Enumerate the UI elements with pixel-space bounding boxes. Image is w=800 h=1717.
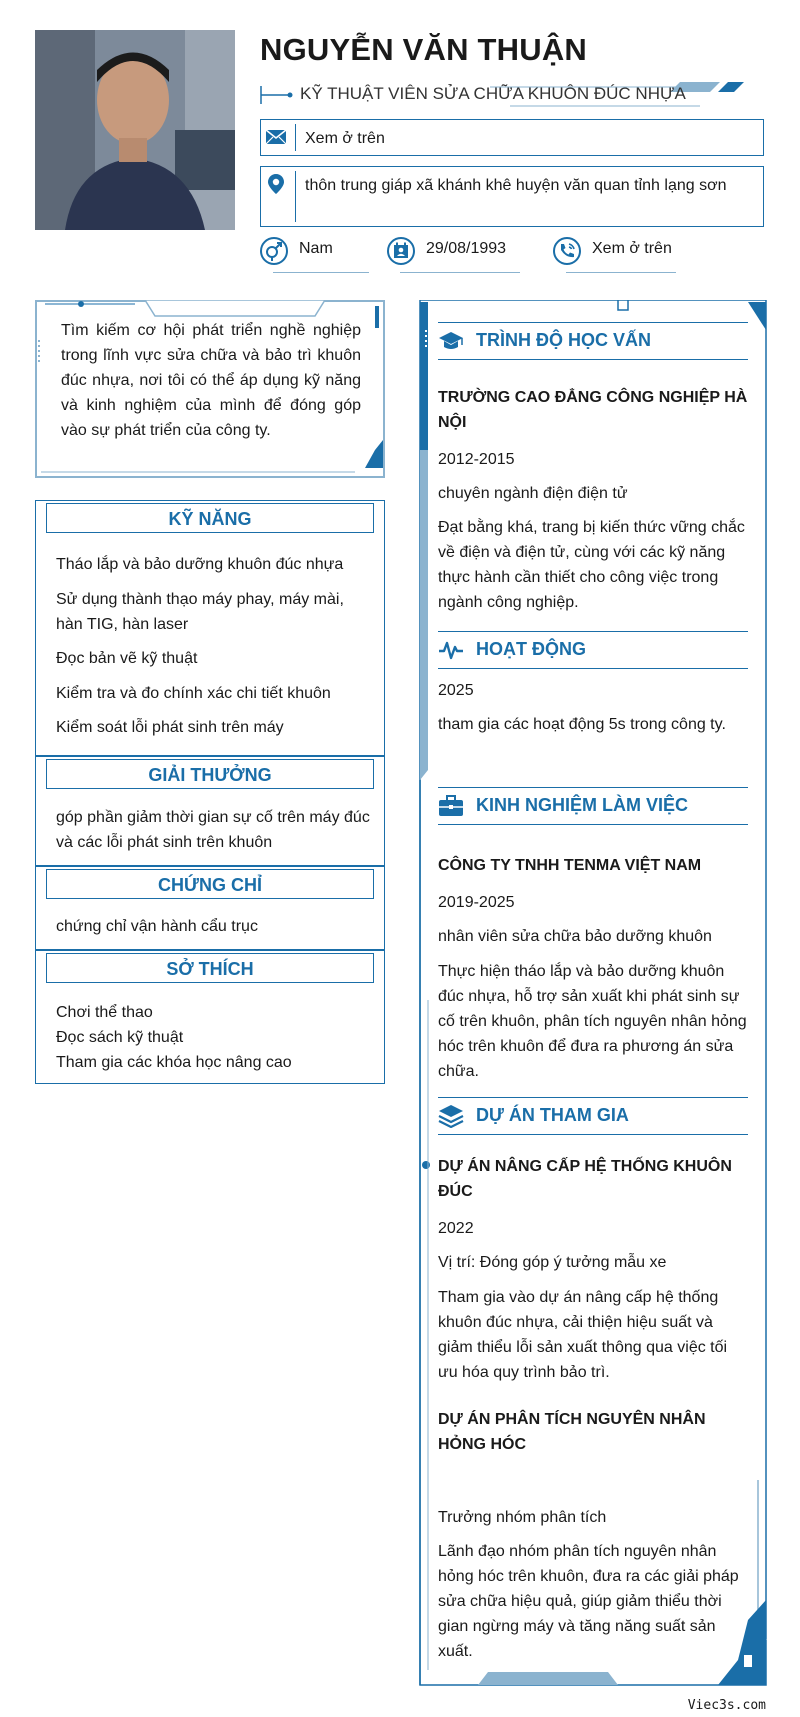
education-description: Đạt bằng khá, trang bị kiến thức vững chắc về điện và điện tử, cùng với các kỹ năng thực hành cần thiết cho công việc trong ngành công nghiệp. [438, 519, 745, 611]
experience-heading: KINH NGHIỆM LÀM VIỆC [476, 795, 689, 815]
graduation-cap-icon [438, 329, 464, 353]
job-title-row [260, 82, 770, 108]
projects-heading: DỰ ÁN THAM GIA [476, 1105, 629, 1125]
skill-item: Tháo lắp và bảo dưỡng khuôn đúc nhựa [56, 556, 344, 573]
experience-description: Thực hiện tháo lắp và bảo dưỡng khuôn đúc nhựa, hỗ trợ sản xuất khi phát sinh sự cố trên khuôn, phân tích nguyên nhân hỏng hóc trên khuôn để đưa ra phương án sửa chữa. [438, 963, 747, 1080]
project-description: Tham gia vào dự án nâng cấp hệ thống khuôn đúc nhựa, cải thiện hiệu suất và giảm thiểu lỗi sản xuất thông qua việc tối ưu hóa quy trình bảo trì. [438, 1289, 728, 1381]
education-major: chuyên ngành điện điện tử [438, 485, 628, 502]
project-role: Vị trí: Đóng góp ý tưởng mẫu xe [438, 1254, 667, 1271]
skill-item: Kiểm soát lỗi phát sinh trên máy [56, 719, 284, 736]
address-value: thôn trung giáp xã khánh khê huyện văn quan tỉnh lạng sơn [305, 177, 727, 194]
education-school: TRƯỜNG CAO ĐẲNG CÔNG NGHIỆP HÀ NỘI [438, 389, 748, 431]
gender-icon [259, 236, 289, 266]
experience-company: CÔNG TY TNHH TENMA VIỆT NAM [438, 857, 702, 874]
project-year: 2022 [438, 1220, 474, 1237]
hobby-item: Đọc sách kỹ thuật [56, 1029, 184, 1046]
job-title: KỸ THUẬT VIÊN SỬA CHỮA KHUÔN ĐÚC NHỰA [300, 84, 686, 103]
skills-heading: KỸ NĂNG [46, 503, 374, 533]
project-name: DỰ ÁN NÂNG CẤP HỆ THỐNG KHUÔN ĐÚC [438, 1158, 732, 1200]
awards-section [35, 756, 385, 866]
project-role: Trưởng nhóm phân tích [438, 1509, 607, 1526]
candidate-name: NGUYỄN VĂN THUẬN [260, 32, 587, 67]
address-field [260, 166, 764, 227]
phone-item [552, 236, 692, 276]
layers-icon [438, 1104, 464, 1128]
skill-item: Sử dụng thành thạo máy phay, máy mài, hàn TIG, hàn laser [56, 591, 344, 633]
skill-item: Đọc bản vẽ kỹ thuật [56, 650, 198, 667]
awards-heading: GIẢI THƯỞNG [46, 759, 374, 789]
envelope-icon [265, 126, 287, 148]
hobbies-section [35, 950, 385, 1084]
certificates-section [35, 866, 385, 950]
pulse-icon [438, 638, 464, 662]
hobby-item: Chơi thể thao [56, 1004, 153, 1021]
briefcase-icon [438, 794, 464, 818]
education-period: 2012-2015 [438, 451, 515, 468]
experience-period: 2019-2025 [438, 894, 515, 911]
birthdate-item [386, 236, 536, 276]
phone-value: Xem ở trên [592, 240, 672, 257]
footer-watermark: Viec3s.com [687, 1698, 766, 1713]
calendar-user-icon [386, 236, 416, 266]
email-value: Xem ở trên [305, 130, 385, 147]
activities-description: tham gia các hoạt động 5s trong công ty. [438, 716, 726, 733]
projects-heading-row [438, 1097, 748, 1135]
hobby-item: Tham gia các khóa học nâng cao [56, 1054, 292, 1071]
activities-heading: HOẠT ĐỘNG [476, 639, 586, 659]
avatar-photo [35, 30, 235, 230]
experience-heading-row [438, 787, 748, 825]
project-name: DỰ ÁN PHÂN TÍCH NGUYÊN NHÂN HỎNG HÓC [438, 1411, 706, 1453]
objective-box [35, 300, 385, 478]
education-heading-row [438, 322, 748, 360]
hobbies-heading: SỞ THÍCH [46, 953, 374, 983]
skills-section [35, 500, 385, 756]
email-field [260, 119, 764, 156]
activities-heading-row [438, 631, 748, 669]
objective-text: Tìm kiếm cơ hội phát triển nghề nghiệp trong lĩnh vực sửa chữa và bảo trì khuôn đúc nhựa, nơi tôi có thể áp dụng kỹ năng và kinh nghiệm của mình để đóng góp vào sự phát triển của công ty. [61, 322, 361, 439]
project-description: Lãnh đạo nhóm phân tích nguyên nhân hỏng hóc trên khuôn, đưa ra các giải pháp sửa chữa hiệu quả, giúp giảm thiểu thời gian ngừng máy và tăng năng suất sản xuất. [438, 1543, 739, 1660]
education-heading: TRÌNH ĐỘ HỌC VẤN [476, 330, 651, 350]
award-item: góp phần giảm thời gian sự cố trên máy đúc và các lỗi phát sinh trên khuôn [56, 809, 370, 851]
location-pin-icon [265, 173, 287, 195]
phone-icon [552, 236, 582, 266]
skill-item: Kiểm tra và đo chính xác chi tiết khuôn [56, 685, 331, 702]
experience-role: nhân viên sửa chữa bảo dưỡng khuôn [438, 928, 712, 945]
birthdate-value: 29/08/1993 [426, 240, 507, 257]
gender-value: Nam [299, 240, 333, 257]
certificates-heading: CHỨNG CHỈ [46, 869, 374, 899]
activities-year: 2025 [438, 682, 474, 699]
gender-item [259, 236, 369, 276]
certificate-item: chứng chỉ vận hành cẩu trục [56, 918, 258, 935]
person-photo-icon [35, 30, 235, 230]
